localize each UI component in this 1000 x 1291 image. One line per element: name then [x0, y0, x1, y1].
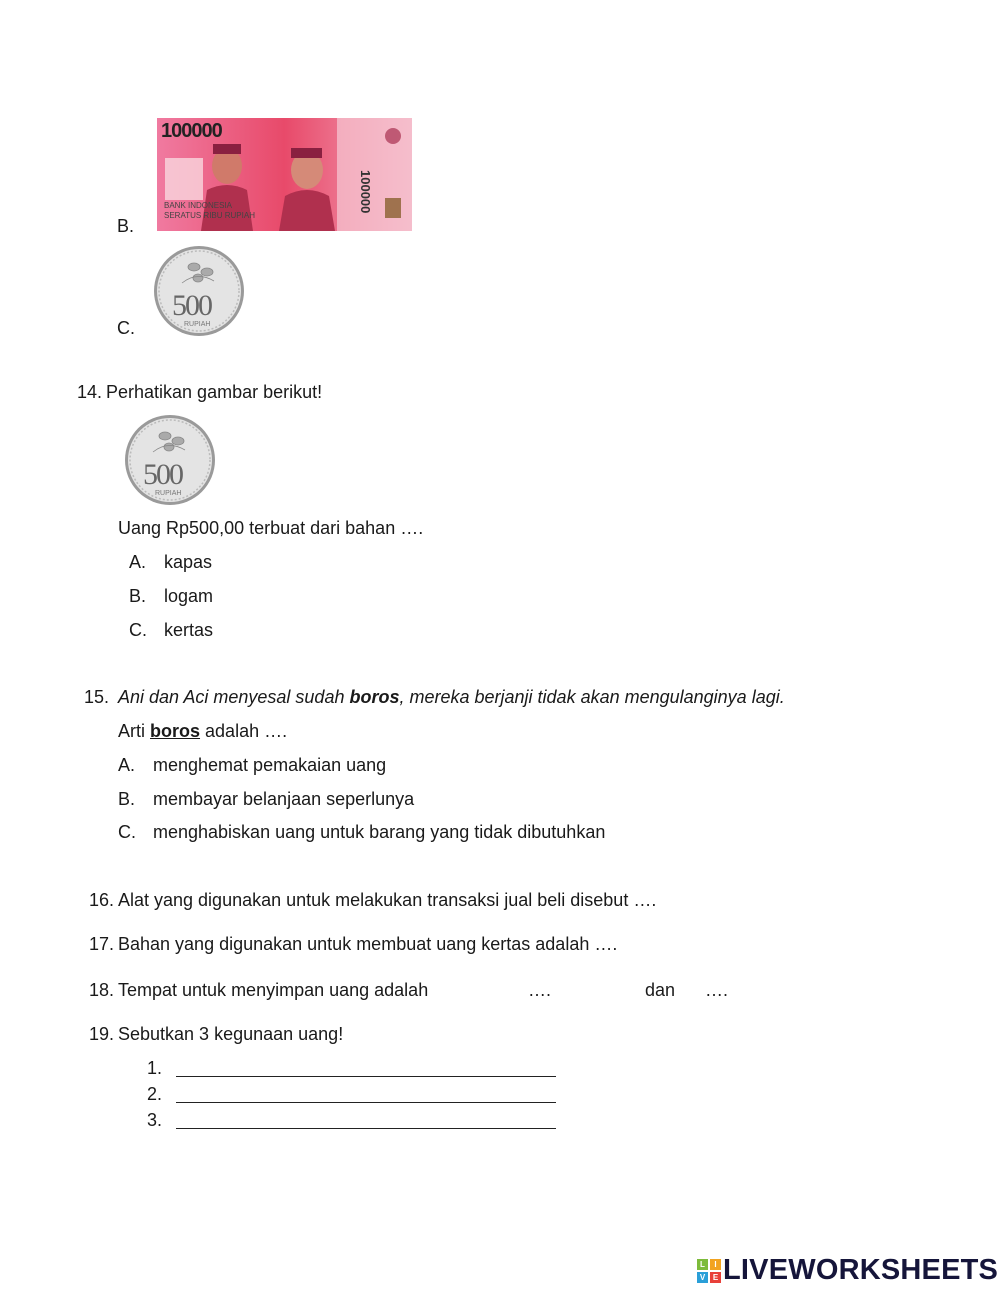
- q19-answer-line-1[interactable]: [176, 1076, 556, 1077]
- coin-500-image: [152, 245, 246, 337]
- q15-sentence-bold: boros: [349, 687, 400, 707]
- q15-option-b[interactable]: [118, 789, 415, 810]
- option-text: menghemat pemakaian uang: [153, 755, 387, 775]
- q14-question: Uang Rp500,00 terbuat dari bahan ….: [118, 518, 424, 538]
- q18-dan: dan: [645, 980, 676, 1000]
- q15-option-c[interactable]: [118, 822, 606, 843]
- q14-coin-unit: RUPIAH: [155, 490, 182, 497]
- banknote-bank-name: BANK INDONESIA: [164, 201, 233, 210]
- q19-answer-line-3[interactable]: [176, 1128, 556, 1129]
- option-letter: A.: [118, 755, 136, 775]
- coin-value: 500: [172, 289, 211, 322]
- q19-text: Sebutkan 3 kegunaan uang!: [118, 1024, 344, 1044]
- q18-blank-2[interactable]: ….: [705, 980, 729, 1000]
- logo-text: LIVEWORKSHEETS: [723, 1254, 999, 1286]
- logo-block-v: V: [697, 1272, 708, 1283]
- q15-sentence-part2: , mereka berjanji tidak akan mengulanginya lagi.: [399, 687, 785, 707]
- q17-number: 17.: [89, 934, 115, 954]
- coin-unit: RUPIAH: [184, 321, 211, 328]
- q15-sentence: [118, 687, 785, 708]
- q14-number: 14.: [77, 382, 103, 402]
- q18-number: 18.: [89, 980, 115, 1000]
- q14-coin-value: 500: [143, 458, 182, 491]
- q19-item-1-number: 1.: [147, 1058, 163, 1078]
- q19-answer-line-2[interactable]: [176, 1102, 556, 1103]
- banknote-words: SERATUS RIBU RUPIAH: [164, 211, 255, 220]
- option-text: kertas: [164, 620, 214, 640]
- q14-option-c[interactable]: [129, 620, 214, 641]
- option-letter: C.: [118, 822, 136, 842]
- option-letter: A.: [129, 552, 147, 572]
- banknote-100000-image: [157, 118, 412, 231]
- option-letter: B.: [129, 586, 147, 606]
- q15-question: [118, 721, 287, 742]
- q18-blank-1[interactable]: ….: [528, 980, 552, 1000]
- q13-option-b-letter: B.: [117, 216, 135, 236]
- q14-option-b[interactable]: [129, 586, 214, 607]
- q14-prompt: Perhatikan gambar berikut!: [106, 382, 323, 402]
- q13-option-c-letter: C.: [117, 318, 135, 338]
- q19-number: 19.: [89, 1024, 115, 1044]
- q16-text[interactable]: Alat yang digunakan untuk melakukan transaksi jual beli disebut ….: [118, 890, 657, 910]
- q15-number: 15.: [84, 687, 110, 707]
- q19-item-3-number: 3.: [147, 1110, 163, 1130]
- q15-question-part1: Arti: [118, 721, 151, 741]
- q15-option-a[interactable]: [118, 755, 387, 776]
- banknote-vertical-value: 100000: [358, 170, 373, 214]
- q19-item-2-number: 2.: [147, 1084, 163, 1104]
- q15-sentence-part1: Ani dan Aci menyesal sudah: [118, 687, 350, 707]
- q15-question-bold: boros: [150, 721, 201, 741]
- option-letter: B.: [118, 789, 136, 809]
- option-text: kapas: [164, 552, 213, 572]
- option-letter: C.: [129, 620, 147, 640]
- logo-blocks-icon: [697, 1259, 721, 1283]
- banknote-value: 100000: [161, 120, 222, 142]
- option-text: menghabiskan uang untuk barang yang tidak dibutuhkan: [153, 822, 606, 842]
- q15-question-part2: adalah ….: [200, 721, 288, 741]
- q18-text: Tempat untuk menyimpan uang adalah: [118, 980, 429, 1000]
- logo-block-i: I: [710, 1259, 721, 1270]
- option-text: logam: [164, 586, 214, 606]
- q16-number: 16.: [89, 890, 115, 910]
- q17-text[interactable]: Bahan yang digunakan untuk membuat uang kertas adalah ….: [118, 934, 618, 954]
- logo-block-e: E: [710, 1272, 721, 1283]
- q14-coin-500-image: [124, 414, 216, 506]
- logo-block-l: L: [697, 1259, 708, 1270]
- option-text: membayar belanjaan seperlunya: [153, 789, 415, 809]
- q14-option-a[interactable]: [129, 552, 213, 573]
